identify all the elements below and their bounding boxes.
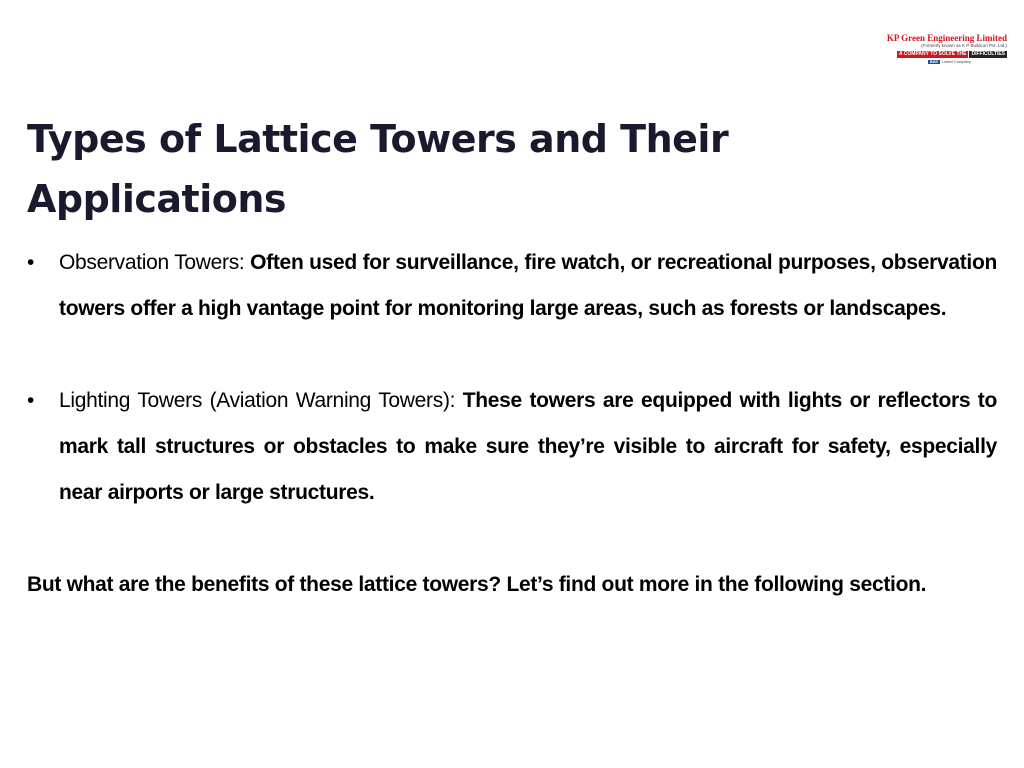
bullet-item-lighting-towers [27, 378, 997, 516]
logo-company-name: KP Green Engineering Limited [886, 33, 1007, 43]
bse-badge: BSE [929, 58, 939, 64]
listed-text: Listed Company [942, 58, 971, 64]
logo-tagline [879, 51, 1007, 58]
company-logo [879, 34, 1007, 64]
bullet-description: Often used for surveillance, fire watch, or recreational purposes, observation towers offer a high vantage point for monitoring large areas, such as forests or landscapes. [59, 251, 997, 320]
logo-tagline-part1: A COMPANY TO SOLVE THE [898, 50, 967, 57]
bullet-term: Lighting Towers (Aviation Warning Towers): [59, 389, 463, 412]
bullet-item-observation-towers [27, 240, 997, 332]
logo-tagline-part2: DIFFICULTIES [971, 50, 1005, 57]
slide-title: Types of Lattice Towers and Their Applications [27, 117, 729, 221]
slide-content [27, 240, 997, 629]
conclusion-text: But what are the benefits of these lattice towers? Let’s find out more in the following section. [27, 573, 927, 596]
bullet-icon: • [27, 251, 35, 274]
logo-listed-row [879, 60, 1007, 64]
bullet-icon: • [27, 389, 35, 412]
bullet-term: Observation Towers: [59, 251, 251, 274]
logo-former-name: (Formerly known as K P Buildcon Pvt. Ltd.) [921, 43, 1007, 48]
bullet-description: These towers are equipped with lights or reflectors to mark tall structures or obstacles to make sure they’re visible to aircraft for safety, especially near airports or large structures. [59, 389, 998, 504]
